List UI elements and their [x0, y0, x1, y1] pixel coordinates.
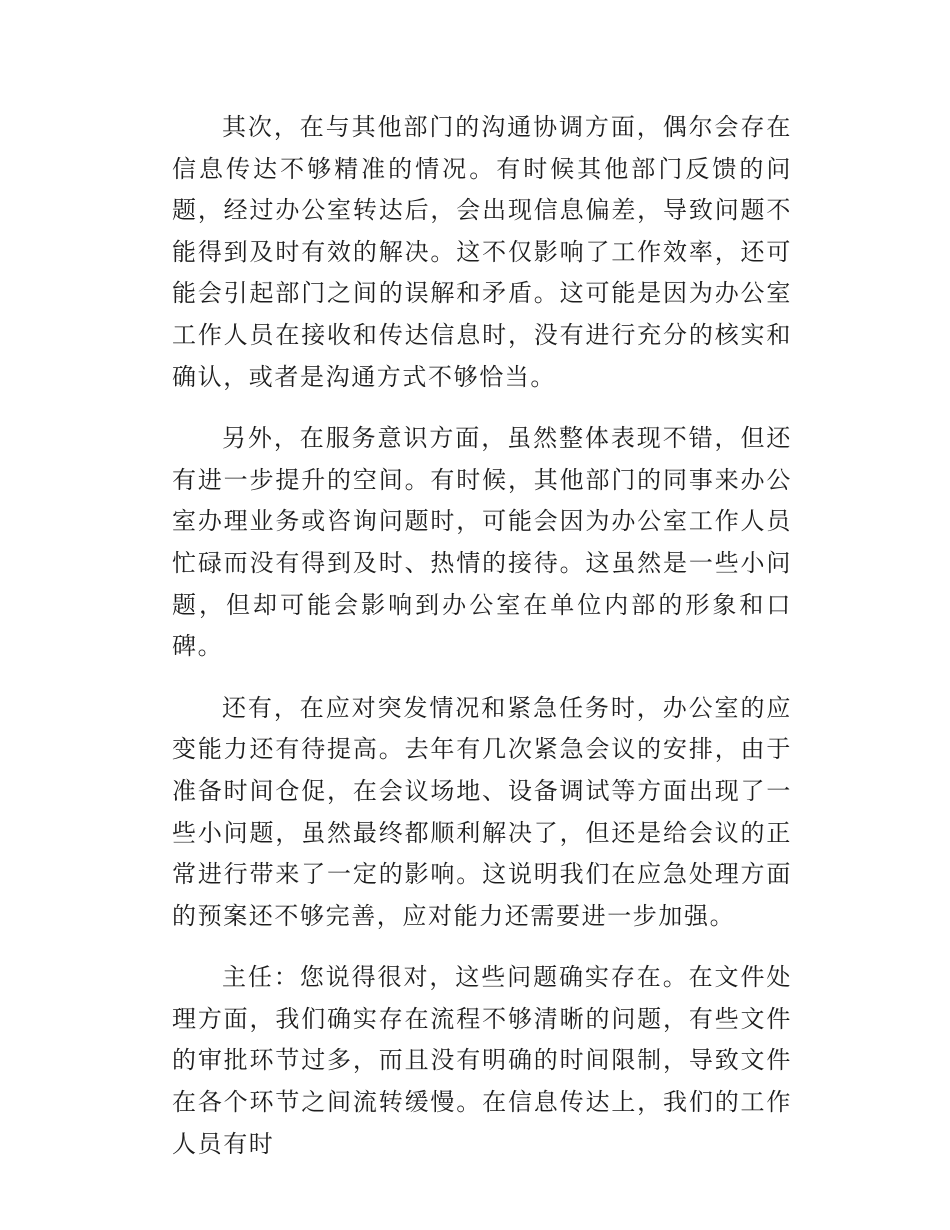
document-body: [172, 107, 792, 1185]
paragraph-director-reply: 主任：您说得很对，这些问题确实存在。在文件处理方面，我们确实存在流程不够清晰的问题，有些文件的审批环节过多，而且没有明确的时间限制，导致文件在各个环节之间流转缓慢。在信息传达上，我们的工作人员有时: [172, 963, 792, 1158]
paragraph-service-awareness: 另外，在服务意识方面，虽然整体表现不错，但还有进一步提升的空间。有时候，其他部门的同事来办公室办理业务或咨询问题时，可能会因为办公室工作人员忙碌而没有得到及时、热情的接待。这虽然是一些小问题，但却可能会影响到办公室在单位内部的形象和口碑。: [172, 424, 792, 661]
paragraph-emergency-response: 还有，在应对突发情况和紧急任务时，办公室的应变能力还有待提高。去年有几次紧急会议的安排，由于准备时间仓促，在会议场地、设备调试等方面出现了一些小问题，虽然最终都顺利解决了，但还是给会议的正常进行带来了一定的影响。这说明我们在应急处理方面的预案还不够完善，应对能力还需要进一步加强。: [172, 693, 792, 930]
paragraph-communication: 其次，在与其他部门的沟通协调方面，偶尔会存在信息传达不够精准的情况。有时候其他部门反馈的问题，经过办公室转达后，会出现信息偏差，导致问题不能得到及时有效的解决。这不仅影响了工作效率，还可能会引起部门之间的误解和矛盾。这可能是因为办公室工作人员在接收和传达信息时，没有进行充分的核实和确认，或者是沟通方式不够恰当。: [172, 113, 792, 391]
